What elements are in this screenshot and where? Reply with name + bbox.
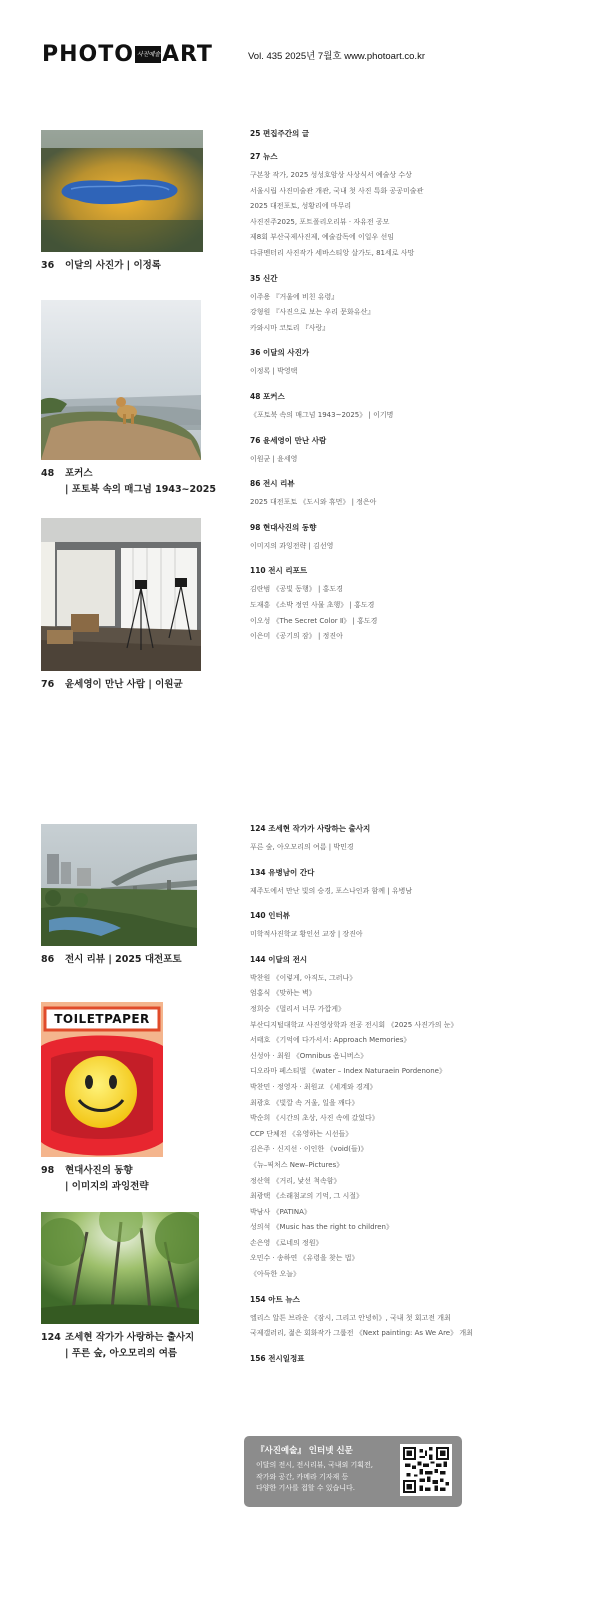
toc-section-title[interactable]: 48 포커스: [250, 391, 285, 401]
promo-line: 이달의 전시, 전시리뷰, 국내외 기획전,: [256, 1461, 374, 1469]
toc-section-title[interactable]: 76 윤세영이 만난 사람: [250, 435, 327, 445]
photo-city-overpass: [41, 824, 197, 946]
toc-section: [250, 522, 550, 555]
toc-item[interactable]: 디오라마 페스티벌 《water – Index Naturaein Pordenone》: [250, 1067, 446, 1076]
toc-item[interactable]: 서울시립 사진미술관 개관, 국내 첫 사진 특화 공공미술관: [250, 186, 424, 195]
toc-item[interactable]: 이은미 《공기의 잠》 | 정진아: [250, 632, 343, 641]
toc-item[interactable]: 제주도에서 만난 빛의 승경, 포스나인과 함께 | 유병남: [250, 886, 413, 895]
toc-section-title[interactable]: 140 인터뷰: [250, 911, 291, 921]
toc-item[interactable]: 강형원 『사진으로 보는 우리 문화유산』: [250, 308, 375, 317]
toc-item[interactable]: 도재흥 《소박 정연 사물 초행》 | 홍도경: [250, 600, 375, 609]
toc-section: [250, 151, 550, 262]
qr-code-icon[interactable]: [400, 1444, 452, 1496]
caption-76: 76 윤세영이 만난 사람 | 이원균: [41, 679, 183, 690]
toc-section-title[interactable]: 154 아트 뉴스: [250, 1294, 300, 1304]
toc-item[interactable]: 2025 대전포토, 성황리에 마무리: [250, 202, 352, 211]
toc-section-title[interactable]: 27 뉴스: [250, 152, 278, 161]
toc-item[interactable]: 이미지의 과잉전략 | 김선영: [250, 541, 334, 550]
cover-title: TOILETPAPER: [54, 1012, 150, 1026]
toc-section: [250, 128, 550, 140]
toc-item[interactable]: 정산혁 《거리, 낯선 척속함》: [250, 1176, 341, 1185]
toc-section: [250, 1294, 550, 1342]
toc-section-title[interactable]: 98 현대사진의 동향: [250, 522, 317, 532]
toc-item[interactable]: 손은영 《로네의 정원》: [250, 1238, 323, 1247]
photo-studio-interior: [41, 518, 201, 671]
toc-item[interactable]: 푸른 숲, 아오모리의 여름 | 박민경: [250, 843, 354, 851]
caption-36: 36 이달의 사진가 | 이정록: [41, 260, 161, 271]
toc-item[interactable]: 미학적사진학교 황인선 교장 | 장진아: [250, 930, 363, 939]
toc-item[interactable]: 성의석 《Music has the right to children》: [250, 1223, 393, 1232]
masthead: [42, 42, 213, 66]
toc-item[interactable]: 이원균 | 윤세영: [250, 454, 298, 463]
toc-item[interactable]: 이정록 | 박영택: [250, 367, 298, 376]
toc-section: [250, 478, 550, 511]
promo-line: 다양한 기사를 접할 수 있습니다.: [256, 1484, 356, 1492]
toc-item[interactable]: 오민수 · 송하연 《유령을 찾는 법》: [250, 1254, 359, 1263]
toc-item[interactable]: 최광호 《빛깔 속 거울, 일을 깨다》: [250, 1098, 359, 1107]
toc-item[interactable]: 국제갤러리, 젊은 회화작가 그룹전 《Next painting: As We Are》 개최: [250, 1329, 473, 1338]
toc-section: [250, 565, 550, 644]
toc-item[interactable]: 박찬민 · 정영자 · 최원교 《세계와 경계》: [250, 1082, 377, 1091]
toc-section-title[interactable]: 124 조세현 작가가 사랑하는 출사지: [250, 824, 371, 833]
toc-item[interactable]: CCP 단체전 《유영하는 시선들》: [250, 1129, 353, 1138]
toc-item[interactable]: 2025 대전포토 《도시와 휴먼》 | 정은아: [250, 498, 377, 507]
toc-item[interactable]: 서태호 《기억에 다가서서: Approach Memories》: [250, 1036, 411, 1045]
promo-line: 작가와 공간, 카메라 기자재 등: [256, 1472, 349, 1481]
toc-section: [250, 273, 550, 337]
logo-box-text: 사진예술: [136, 50, 161, 58]
toc-item[interactable]: 정희승 《멀리서 너무 가깝게》: [250, 1004, 346, 1013]
toc-section-title[interactable]: 86 전시 리뷰: [250, 479, 295, 489]
promo-title: 『사진예술』 인터넷 신문: [256, 1446, 353, 1456]
toc-section: [250, 910, 550, 943]
toc-item[interactable]: 제8회 부산국제사진제, 예술감독에 이일우 선임: [250, 233, 395, 242]
toc-section: [250, 347, 550, 380]
photo-green-forest: [41, 1212, 199, 1324]
toc-item[interactable]: 이주용 『거울에 비친 유령』: [250, 292, 339, 301]
logo-text-photo: PHOTO: [42, 41, 134, 67]
toc-item[interactable]: 사진진주2025, 포트폴리오리뷰 · 자유전 공모: [250, 217, 390, 226]
toc-section: [250, 391, 550, 424]
toc-section-title[interactable]: 25 편집주간의 글: [250, 129, 310, 138]
logo-text-art: ART: [161, 41, 213, 67]
toc-item[interactable]: 《아득한 오늘》: [250, 1270, 301, 1279]
toc-item[interactable]: 김은주 · 신지선 · 이인한 《void(들)》: [250, 1145, 368, 1154]
photoart-logo[interactable]: [42, 42, 213, 67]
toc-section: [250, 823, 550, 856]
issue-info: Vol. 435 2025년 7월호 www.photoart.co.kr: [248, 51, 425, 62]
toc-item[interactable]: 김란범 《공빛 동행》 | 홍도경: [250, 585, 343, 594]
internet-news-promo[interactable]: [244, 1436, 462, 1507]
toc-section: [250, 954, 550, 1283]
toc-section-title[interactable]: 134 유병남이 간다: [250, 867, 315, 877]
promo-body: [256, 1460, 406, 1495]
logo-box: [135, 46, 161, 63]
caption-86: 86 전시 리뷰 | 2025 대전포토: [41, 954, 182, 965]
toc-item[interactable]: 박순희 《시간의 초상, 사진 속에 갔었다》: [250, 1114, 379, 1123]
toc-section: [250, 867, 550, 900]
toc-bottom: [250, 823, 550, 1376]
toc-item[interactable]: 신성아 · 최원 《Omnibus 옴니버스》: [250, 1051, 368, 1060]
toc-section: [250, 1353, 550, 1365]
toc-section-title[interactable]: 110 전시 리포트: [250, 566, 308, 576]
toc-item[interactable]: 《포토북 속의 매그넘 1943~2025》 | 이기명: [250, 410, 394, 419]
toc-item[interactable]: 부산디지털대학교 사진영상학과 전공 전시회 《2025 사진가의 눈》: [250, 1020, 458, 1029]
toc-item[interactable]: 박찬원 《이렇게, 아직도, 그러나》: [250, 973, 357, 982]
toc-item[interactable]: 구본창 작가, 2025 성성호암상 사상식서 예술상 수상: [250, 171, 412, 179]
toc-item[interactable]: 이오성 《The Secret Color Ⅱ》 | 홍도경: [250, 616, 378, 625]
toc-item[interactable]: 다큐멘터리 사진작가 세바스티앙 살가도, 81세로 사망: [250, 248, 415, 257]
photo-toiletpaper-cover: [41, 1002, 163, 1157]
toc-item[interactable]: 최광택 《소래첨교의 기억, 그 시절》: [250, 1192, 364, 1201]
toc-item[interactable]: 《뉴–픽처스 New–Pictures》: [250, 1160, 344, 1169]
toc-section: [250, 435, 550, 468]
toc-section-title[interactable]: 156 전시일정표: [250, 1353, 305, 1363]
toc-item[interactable]: 엘리스 알튼 브라운 《잠시, 그리고 안녕히》, 국내 첫 회고전 개최: [250, 1313, 451, 1322]
caption-48: 48 포커스 | 포토북 속의 매그넘 1943~2025: [41, 468, 216, 495]
photo-dog-on-hill: [41, 300, 201, 460]
photo-pond-landscape: [41, 130, 203, 252]
toc-item[interactable]: 박남사 《PATINA》: [250, 1207, 311, 1216]
toc-item[interactable]: 카와시마 코토리 『사랑』: [250, 323, 330, 332]
toc-top: [250, 128, 550, 656]
toc-section-title[interactable]: 35 신간: [250, 273, 278, 283]
caption-124: 124 조세현 작가가 사랑하는 출사지 | 푸른 숲, 아오모리의 여름: [41, 1332, 195, 1359]
caption-98: 98 현대사진의 동향 | 이미지의 과잉전략: [41, 1165, 149, 1192]
toc-section-title[interactable]: 36 이달의 사진가: [250, 348, 310, 358]
toc-section-title[interactable]: 144 이달의 전시: [250, 954, 308, 964]
toc-item[interactable]: 엄홍식 《맞하는 벽》: [250, 989, 316, 998]
